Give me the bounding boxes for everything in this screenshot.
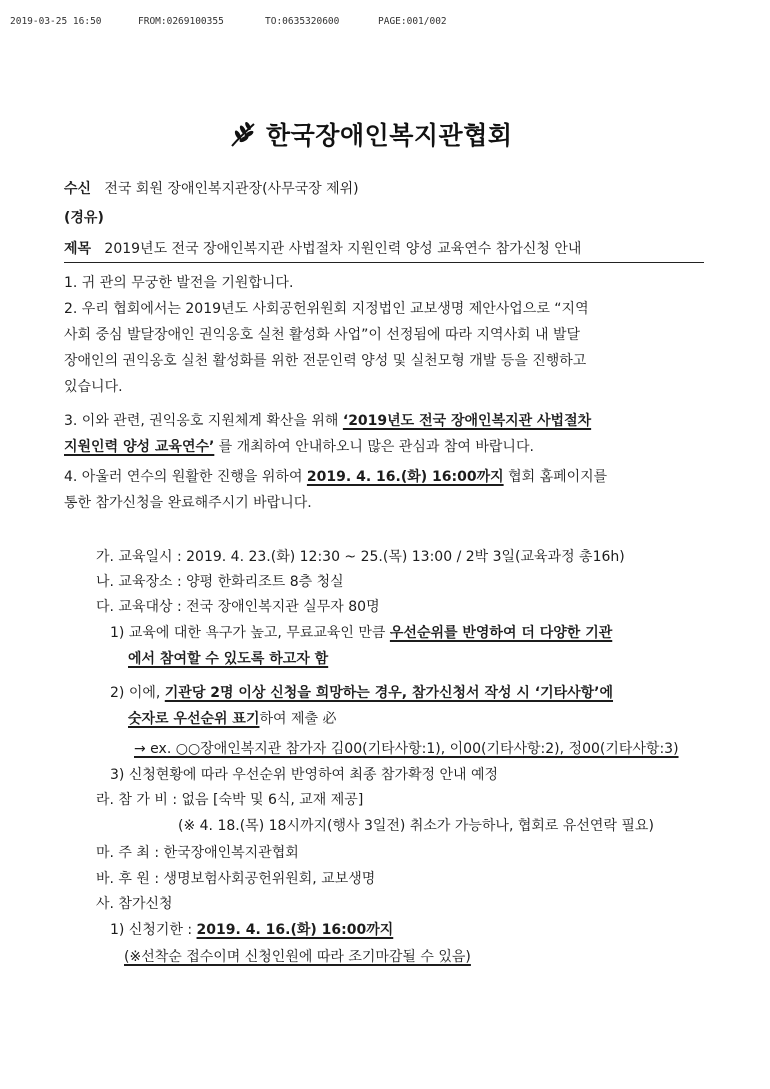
p3-text: 3. 이와 관련, 권익옹호 지원체계 확산을 위해: [64, 413, 343, 429]
paragraph-3-line-2: [64, 436, 534, 456]
paragraph-3-line-1: [64, 410, 591, 430]
p4-text-2: 협회 홈페이지를: [503, 469, 608, 485]
detail-da-1-line-1: [110, 622, 612, 642]
priority-highlight: 우선순위를 반영하여 더 다양한 기관: [389, 625, 613, 641]
via-label: (경유): [64, 210, 104, 226]
subject-row: [64, 238, 581, 258]
detail-sa-1: [110, 919, 393, 939]
sa-1-text: 1) 신청기한 :: [110, 922, 197, 938]
org-title: 한국장애인복지관협회: [266, 121, 513, 150]
paragraph-2-line-1: 2. 우리 협회에서는 2019년도 사회공헌위원회 지정법인 교보생명 제안사업으로 “지역: [64, 301, 589, 317]
fax-to: TO:0635320600: [265, 16, 340, 27]
subject-value: 2019년도 전국 장애인복지관 사법절차 지원인력 양성 교육연수 참가신청 안내: [104, 241, 582, 257]
paragraph-4-line-2: 통한 참가신청을 완료해주시기 바랍니다.: [64, 495, 312, 511]
p3-text-2: 를 개최하여 안내하오니 많은 관심과 참여 바랍니다.: [218, 439, 534, 455]
detail-da-3: 3) 신청현황에 따라 우선순위 반영하여 최종 참가확정 안내 예정: [110, 767, 499, 783]
paragraph-1: 1. 귀 관의 무궁한 발전을 기원합니다.: [64, 275, 294, 291]
event-title-highlight-2: 지원인력 양성 교육연수’: [64, 439, 215, 455]
fax-page: PAGE:001/002: [378, 16, 447, 27]
da-1-text: 1) 교육에 대한 욕구가 높고, 무료교육인 만큼: [110, 625, 390, 641]
da-2-text: 2) 이에,: [110, 685, 165, 701]
letterhead: [228, 114, 513, 154]
recipient-label: 수신: [64, 181, 92, 197]
subject-label: 제목: [64, 241, 92, 257]
event-title-highlight: ‘2019년도 전국 장애인복지관 사법절차: [342, 413, 592, 429]
example-text: → ex. ○○장애인복지관 참가자 김00(기타사항:1), 이00(기타사항:2), 정00(기타사항:3): [134, 741, 679, 757]
deadline-highlight: 2019. 4. 16.(화) 16:00까지: [306, 469, 504, 485]
wheat-logo-icon: [228, 119, 258, 149]
detail-da: 다. 교육대상 : 전국 장애인복지관 실무자 80명: [96, 599, 380, 615]
paragraph-2-line-4: 있습니다.: [64, 379, 123, 395]
paragraph-2-line-2: 사회 중심 발달장애인 권익옹호 실천 활성화 사업”이 선정됨에 따라 지역사회 내 발달: [64, 327, 581, 343]
detail-sa: 사. 참가신청: [96, 896, 173, 912]
detail-da-2-example: [134, 738, 679, 758]
detail-na: 나. 교육장소 : 양평 한화리조트 8층 청실: [96, 574, 344, 590]
detail-ga: 가. 교육일시 : 2019. 4. 23.(화) 12:30 ~ 25.(목) 13:00 / 2박 3일(교육과정 총16h): [96, 549, 625, 565]
fax-from: FROM:0269100355: [138, 16, 224, 27]
detail-da-2-line-2: [128, 708, 336, 728]
detail-sa-1-note: (※선착순 접수이며 신청인원에 따라 조기마감될 수 있음): [124, 949, 471, 965]
subject-divider: [64, 262, 704, 263]
fax-header: [10, 16, 447, 71]
fax-datetime: 2019-03-25 16:50: [10, 16, 102, 27]
da-2-text-2: 하여 제출 必: [259, 711, 337, 727]
detail-da-1-line-2: 에서 참여할 수 있도록 하고자 함: [128, 651, 329, 667]
recipient-value: 전국 회원 장애인복지관장(사무국장 제위): [104, 181, 359, 197]
paragraph-2-line-3: 장애인의 권익옹호 실천 활성화를 위한 전문인력 양성 및 실천모형 개발 등을 진행하고: [64, 353, 587, 369]
detail-da-2-line-1: [110, 682, 613, 702]
detail-ra: 라. 참 가 비 : 없음 [숙박 및 6식, 교재 제공]: [96, 792, 364, 808]
detail-ma: 마. 주 최 : 한국장애인복지관협회: [96, 845, 299, 861]
p4-text: 4. 아울러 연수의 원활한 진행을 위하여: [64, 469, 307, 485]
recipient-row: [64, 178, 359, 198]
detail-ba: 바. 후 원 : 생명보험사회공헌위원회, 교보생명: [96, 871, 376, 887]
apply-deadline-highlight: 2019. 4. 16.(화) 16:00까지: [196, 922, 394, 938]
multi-applicant-highlight: 기관당 2명 이상 신청을 희망하는 경우, 참가신청서 작성 시 ‘기타사항’에: [164, 685, 614, 701]
priority-mark-highlight: 숫자로 우선순위 표기: [128, 711, 260, 727]
detail-ra-note: (※ 4. 18.(목) 18시까지(행사 3일전) 취소가 가능하나, 협회로 유선연락 필요): [178, 818, 654, 834]
paragraph-4-line-1: [64, 466, 607, 486]
